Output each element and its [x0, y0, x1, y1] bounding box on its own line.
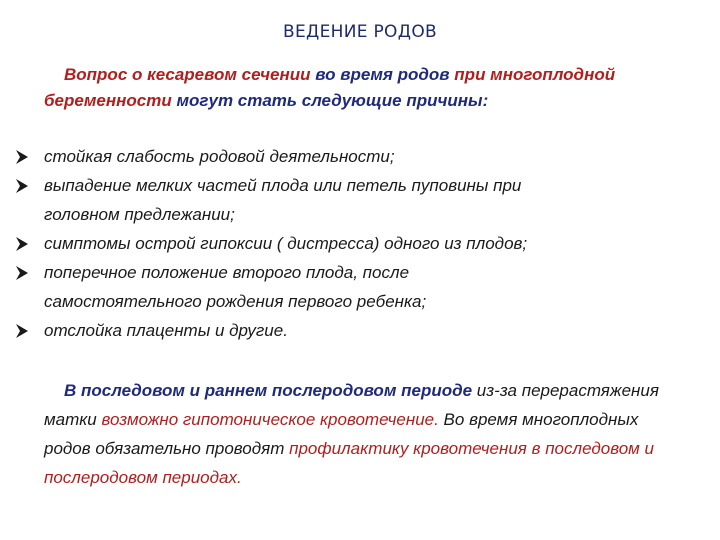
list-item	[14, 316, 694, 345]
list-item-line: головном предлежании;	[44, 205, 235, 224]
list-item	[14, 258, 694, 316]
list-item-line: выпадение мелких частей плода или петель пуповины при	[44, 176, 522, 195]
sec2-part-3: возможно гипотоническое кровотечение.	[101, 410, 439, 429]
intro-part-1: Вопрос о кесаревом сечении	[64, 65, 311, 84]
arrow-bullet-icon	[14, 149, 30, 165]
sec2-part-5: профилактику кровотечения в последовом и послеродовом периодах.	[44, 439, 654, 487]
afterbirth-paragraph	[44, 376, 684, 492]
intro-part-2: во время родов	[310, 65, 455, 84]
list-item-line: поперечное положение второго плода, после	[44, 263, 410, 282]
list-item-line: симптомы острой гипоксии ( дистресса) одного из плодов;	[44, 234, 528, 253]
causes-list	[14, 142, 694, 345]
intro-part-4: могут стать следующие причины:	[171, 91, 489, 110]
sec2-part-2: из-за перерастяжения матки	[44, 381, 659, 429]
arrow-bullet-icon	[14, 236, 30, 252]
sec2-part-1: В последовом и раннем послеродовом периоде	[64, 381, 473, 400]
sec2-part-4: Во время многоплодных родов обязательно проводят	[44, 410, 639, 458]
list-item	[14, 229, 694, 258]
page-title: ВЕДЕНИЕ РОДОВ	[283, 22, 437, 42]
arrow-bullet-icon	[14, 323, 30, 339]
intro-part-3: при многоплодной беременности	[44, 65, 616, 110]
intro-paragraph	[44, 62, 684, 114]
list-item	[14, 142, 694, 171]
list-item-line: стойкая слабость родовой деятельности;	[44, 147, 395, 166]
list-item-line: отслойка плаценты и другие.	[44, 321, 288, 340]
arrow-bullet-icon	[14, 178, 30, 194]
list-item-line: самостоятельного рождения первого ребенка;	[44, 292, 427, 311]
list-item	[14, 171, 694, 229]
arrow-bullet-icon	[14, 265, 30, 281]
